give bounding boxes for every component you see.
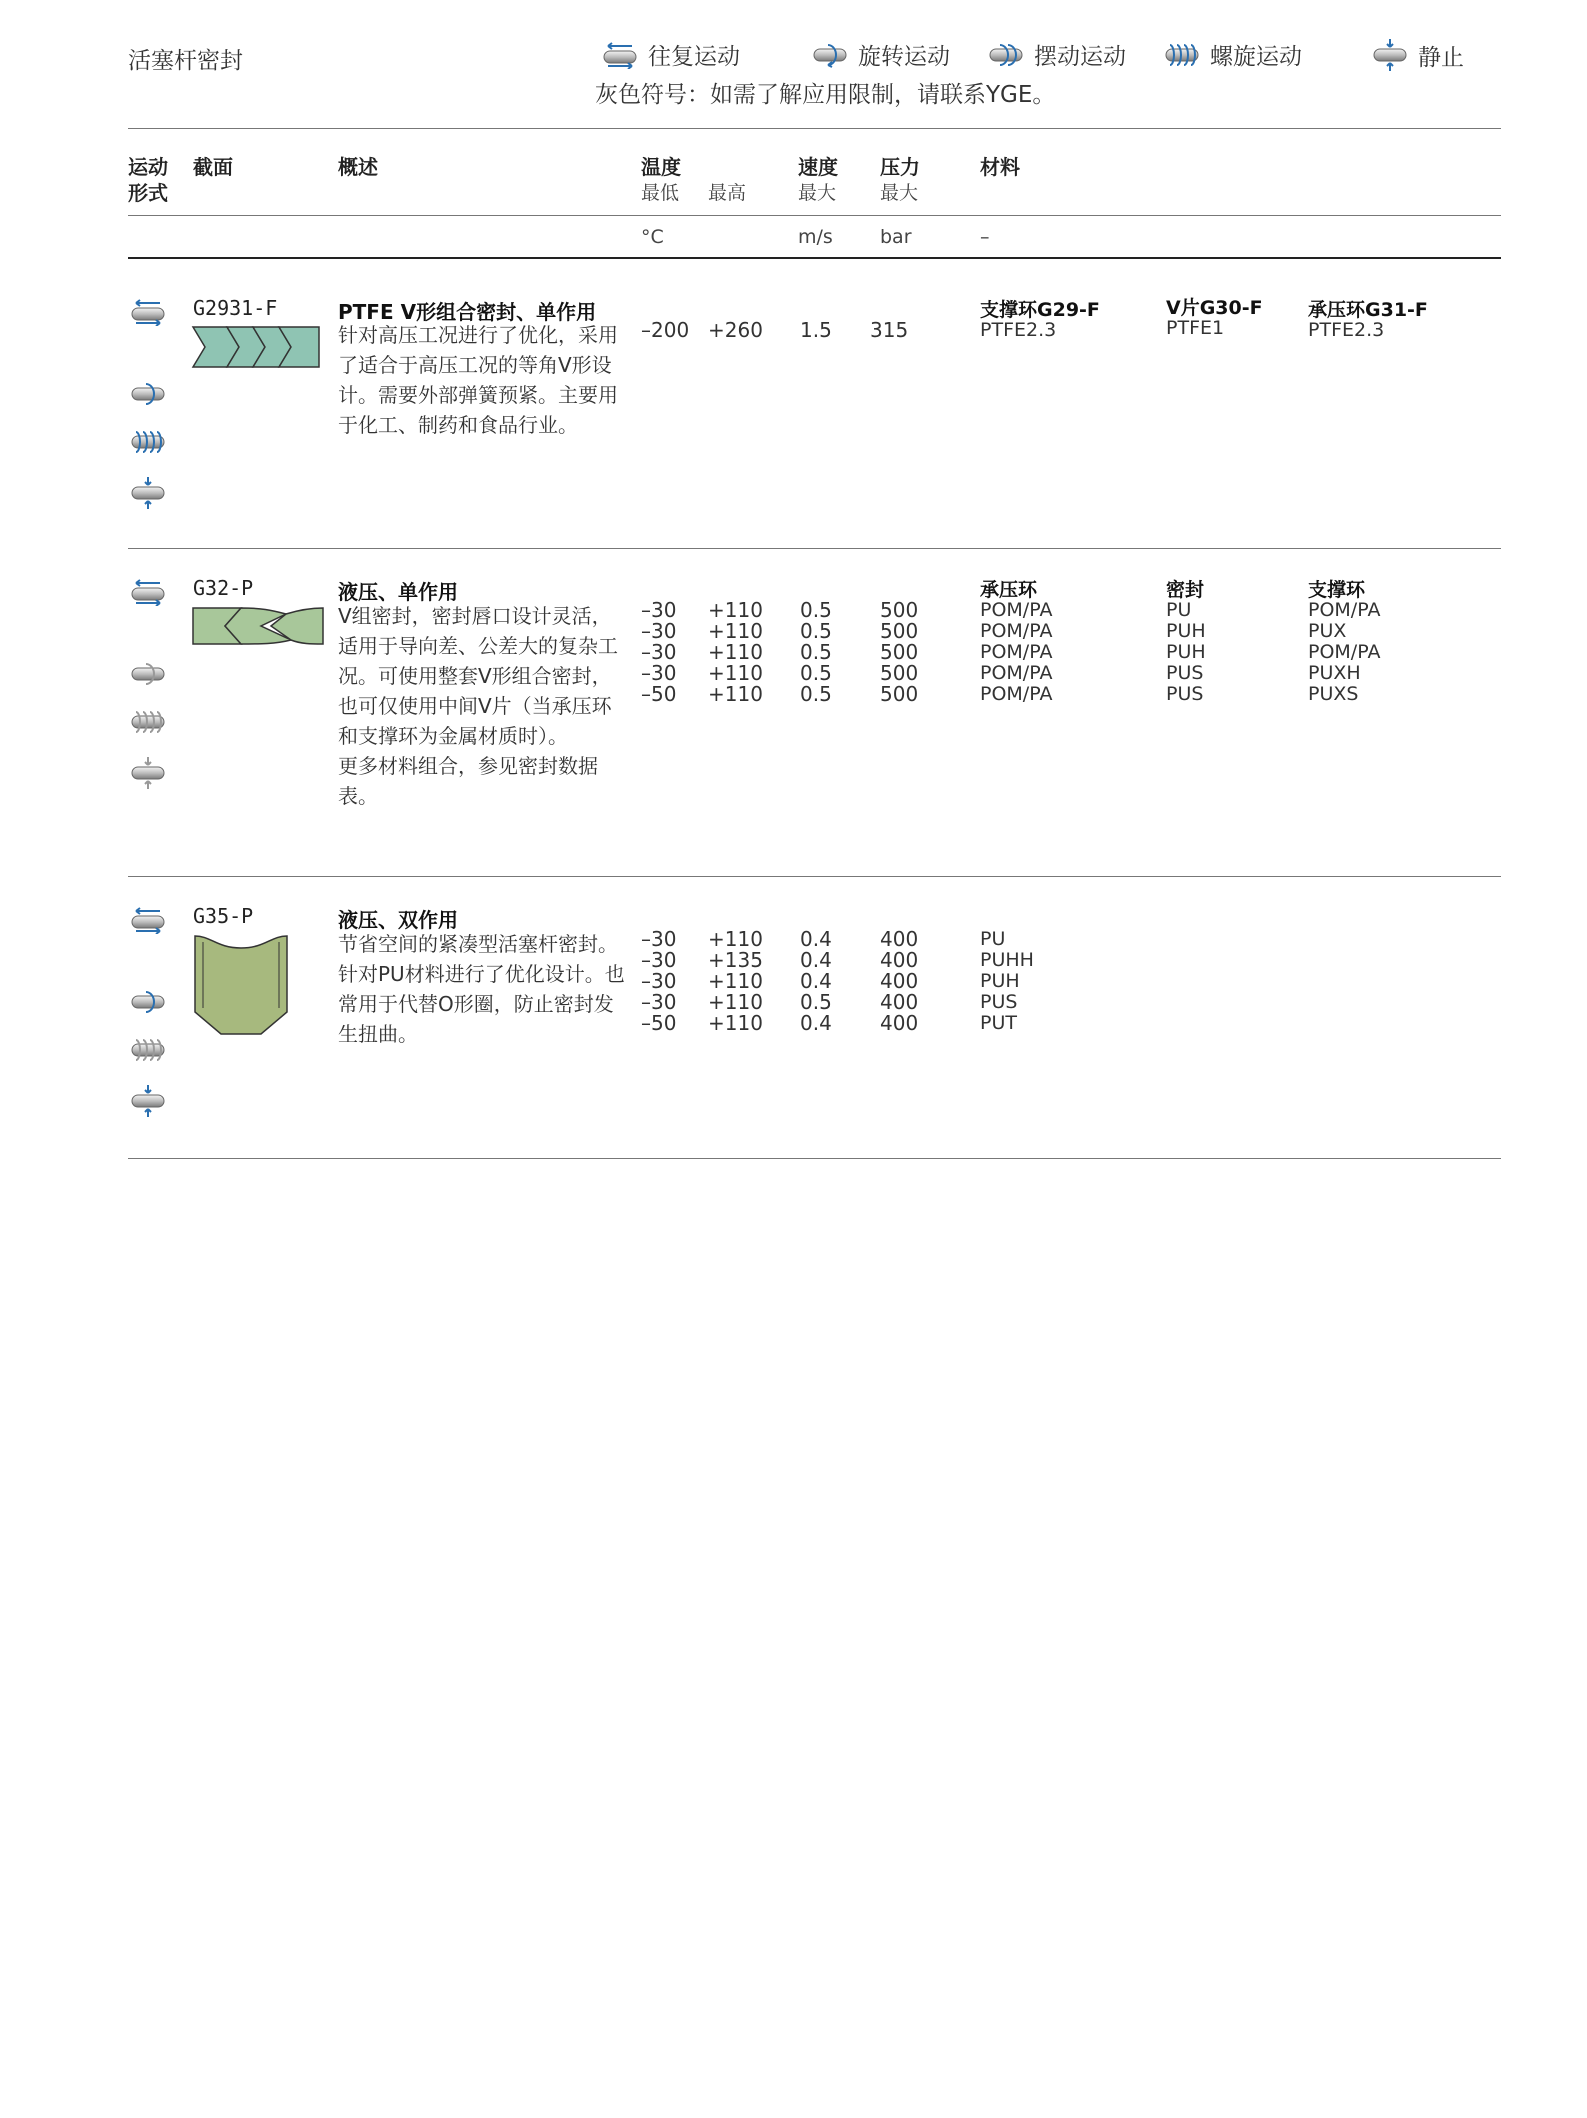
- temp-min: –50: [641, 682, 677, 706]
- oscillating-icon: [986, 41, 1026, 69]
- material-item: POM/PA: [980, 641, 1053, 663]
- col-motion: 运动 形式: [128, 155, 168, 205]
- col-summary: 概述: [338, 155, 378, 179]
- material-header: 承压环: [980, 579, 1038, 601]
- material-group: [1166, 298, 1263, 339]
- material-header: 支撑环G29-F: [980, 299, 1100, 321]
- col-temp-max: 最高: [708, 182, 747, 204]
- col-speed-max: 最大: [798, 182, 837, 204]
- material-item: PUX: [1308, 620, 1347, 642]
- material-group: [1308, 300, 1428, 341]
- speed-max: 0.5: [800, 990, 832, 1014]
- col-pressure-max: 最大: [880, 182, 919, 204]
- row-divider: [128, 1158, 1501, 1159]
- row-motion-icons: [128, 578, 172, 810]
- material-item: POM/PA: [980, 620, 1053, 642]
- material-header: 密封: [1166, 579, 1205, 601]
- seal-title: 液压、单作用: [338, 580, 458, 604]
- pressure-max: 500: [880, 661, 919, 685]
- material-group: [980, 929, 1034, 1034]
- pressure-max: 315: [870, 318, 909, 342]
- value-block: [641, 929, 676, 1034]
- reciprocating-icon: [600, 41, 640, 69]
- table-header-rule: [128, 257, 1501, 259]
- value-block: [880, 929, 918, 1034]
- col-temp: 温度: [641, 155, 681, 179]
- temp-max: +110: [708, 661, 763, 685]
- material-item: PUHH: [980, 949, 1034, 971]
- material-item: PTFE1: [1166, 317, 1225, 339]
- header-divider: [128, 128, 1501, 129]
- pressure-max: 400: [880, 969, 919, 993]
- temp-max: +260: [708, 318, 763, 342]
- col-speed: 速度: [798, 155, 838, 179]
- unit-pressure: bar: [880, 226, 912, 248]
- unit-speed: m/s: [798, 226, 833, 248]
- static-icon: [128, 756, 168, 790]
- seal-code: G2931-F: [193, 296, 278, 320]
- material-item: PUS: [980, 991, 1018, 1013]
- temp-max: +110: [708, 598, 763, 622]
- seal-title: 液压、双作用: [338, 908, 458, 932]
- legend-helical: [1162, 38, 1302, 71]
- rotary-icon: [810, 41, 850, 69]
- value-block: [800, 600, 832, 705]
- legend-label: 摆动运动: [1034, 44, 1126, 70]
- temp-min: –200: [641, 318, 690, 342]
- speed-max: 0.4: [800, 1011, 832, 1035]
- temp-max: +110: [708, 640, 763, 664]
- helical-icon: [128, 428, 168, 456]
- material-header: 承压环G31-F: [1308, 299, 1428, 321]
- helical-icon: [1162, 41, 1202, 69]
- temp-min: –30: [641, 619, 677, 643]
- pressure-max: 500: [880, 598, 919, 622]
- material-item: PUH: [980, 970, 1020, 992]
- row-motion-icons: [128, 298, 172, 530]
- unit-material: –: [980, 226, 990, 248]
- col-section: 截面: [193, 155, 233, 179]
- material-item: PUH: [1166, 641, 1206, 663]
- material-group: [980, 300, 1100, 341]
- static-icon: [1370, 38, 1410, 72]
- speed-max: 0.5: [800, 640, 832, 664]
- row-divider: [128, 876, 1501, 877]
- temp-max: +135: [708, 948, 763, 972]
- material-item: PU: [980, 928, 1006, 950]
- material-item: POM/PA: [980, 662, 1053, 684]
- pressure-max: 400: [880, 990, 919, 1014]
- material-item: PUS: [1166, 683, 1204, 705]
- unit-temp: °C: [641, 226, 664, 248]
- speed-max: 0.5: [800, 619, 832, 643]
- temp-max: +110: [708, 927, 763, 951]
- temp-max: +110: [708, 682, 763, 706]
- section-drawing-v-packing: [191, 325, 321, 369]
- temp-min: –30: [641, 969, 677, 993]
- temp-min: –30: [641, 661, 677, 685]
- seal-description: 节省空间的紧凑型活塞杆密封。针对PU材料进行了优化设计。也常用于代替O形圈，防止密封发生扭曲。: [338, 932, 625, 1046]
- legend-label: 往复运动: [648, 44, 740, 70]
- speed-max: 0.4: [800, 969, 832, 993]
- col-temp-min: 最低: [641, 182, 680, 204]
- temp-max: +110: [708, 619, 763, 643]
- temp-min: –30: [641, 948, 677, 972]
- material-group: [980, 580, 1052, 705]
- legend-reciprocating: [600, 38, 740, 71]
- material-group: [1166, 580, 1206, 705]
- temp-min: –30: [641, 927, 677, 951]
- legend-oscillating: [986, 38, 1126, 71]
- material-item: PUXS: [1308, 683, 1359, 705]
- material-item: PTFE2.3: [1308, 319, 1385, 341]
- temp-min: –30: [641, 990, 677, 1014]
- static-icon: [128, 476, 168, 510]
- material-item: PUXH: [1308, 662, 1361, 684]
- legend-label: 螺旋运动: [1210, 44, 1302, 70]
- row-motion-icons: [128, 906, 172, 1138]
- static-icon: [128, 1084, 168, 1118]
- reciprocating-icon: [128, 298, 168, 326]
- legend-static: [1370, 38, 1464, 72]
- value-block: [708, 929, 763, 1034]
- section-drawing-v-lip: [191, 604, 325, 648]
- rotary-icon: [128, 380, 168, 408]
- material-item: PTFE2.3: [980, 319, 1057, 341]
- material-item: PUS: [1166, 662, 1204, 684]
- material-item: PU: [1166, 599, 1192, 621]
- helical-icon: [128, 708, 168, 736]
- legend-rotary: [810, 38, 950, 71]
- seal-description: V组密封，密封唇口设计灵活，适用于导向差、公差大的复杂工况。可使用整套V形组合密封，也可仅使用中间V片（当承压环和支撑环为金属材质时）。 更多材料组合，参见密封数据表。: [338, 604, 618, 808]
- speed-max: 0.5: [800, 598, 832, 622]
- col-material: 材料: [980, 155, 1020, 179]
- pressure-max: 400: [880, 927, 919, 951]
- pressure-max: 400: [880, 948, 919, 972]
- temp-max: +110: [708, 990, 763, 1014]
- temp-min: –30: [641, 598, 677, 622]
- rotary-icon: [128, 988, 168, 1016]
- material-item: PUT: [980, 1012, 1017, 1034]
- speed-max: 0.4: [800, 948, 832, 972]
- material-item: POM/PA: [1308, 641, 1381, 663]
- col-pressure: 压力: [880, 155, 920, 179]
- reciprocating-icon: [128, 578, 168, 606]
- material-item: POM/PA: [980, 599, 1053, 621]
- header-divider-2: [128, 215, 1501, 216]
- speed-max: 0.4: [800, 927, 832, 951]
- value-block: [641, 600, 676, 705]
- pressure-max: 400: [880, 1011, 919, 1035]
- pressure-max: 500: [880, 619, 919, 643]
- value-block: [880, 600, 918, 705]
- material-item: POM/PA: [980, 683, 1053, 705]
- section-drawing-compact: [191, 932, 291, 1036]
- seal-description: 针对高压工况进行了优化，采用了适合于高压工况的等角V形设计。需要外部弹簧预紧。主要用于化工、制药和食品行业。: [338, 323, 618, 437]
- speed-max: 0.5: [800, 661, 832, 685]
- value-block: [708, 600, 763, 705]
- material-group: [1308, 580, 1380, 705]
- page-title: 活塞杆密封: [128, 48, 243, 74]
- helical-icon: [128, 1036, 168, 1064]
- reciprocating-icon: [128, 906, 168, 934]
- pressure-max: 500: [880, 682, 919, 706]
- speed-max: 0.5: [800, 682, 832, 706]
- legend-label: 静止: [1418, 44, 1464, 71]
- seal-title: PTFE V形组合密封、单作用: [338, 300, 597, 324]
- temp-min: –30: [641, 640, 677, 664]
- temp-min: –50: [641, 1011, 677, 1035]
- value-block: [800, 929, 832, 1034]
- header-note: 灰色符号：如需了解应用限制，请联系YGE。: [595, 82, 1056, 108]
- legend-label: 旋转运动: [858, 44, 950, 70]
- temp-max: +110: [708, 969, 763, 993]
- row-divider: [128, 548, 1501, 549]
- temp-max: +110: [708, 1011, 763, 1035]
- seal-code: G32-P: [193, 576, 254, 600]
- material-header: V片G30-F: [1166, 297, 1263, 319]
- pressure-max: 500: [880, 640, 919, 664]
- speed-max: 1.5: [800, 318, 832, 342]
- material-header: 支撑环: [1308, 579, 1366, 601]
- seal-code: G35-P: [193, 904, 254, 928]
- rotary-icon: [128, 660, 168, 688]
- material-item: POM/PA: [1308, 599, 1381, 621]
- material-item: PUH: [1166, 620, 1206, 642]
